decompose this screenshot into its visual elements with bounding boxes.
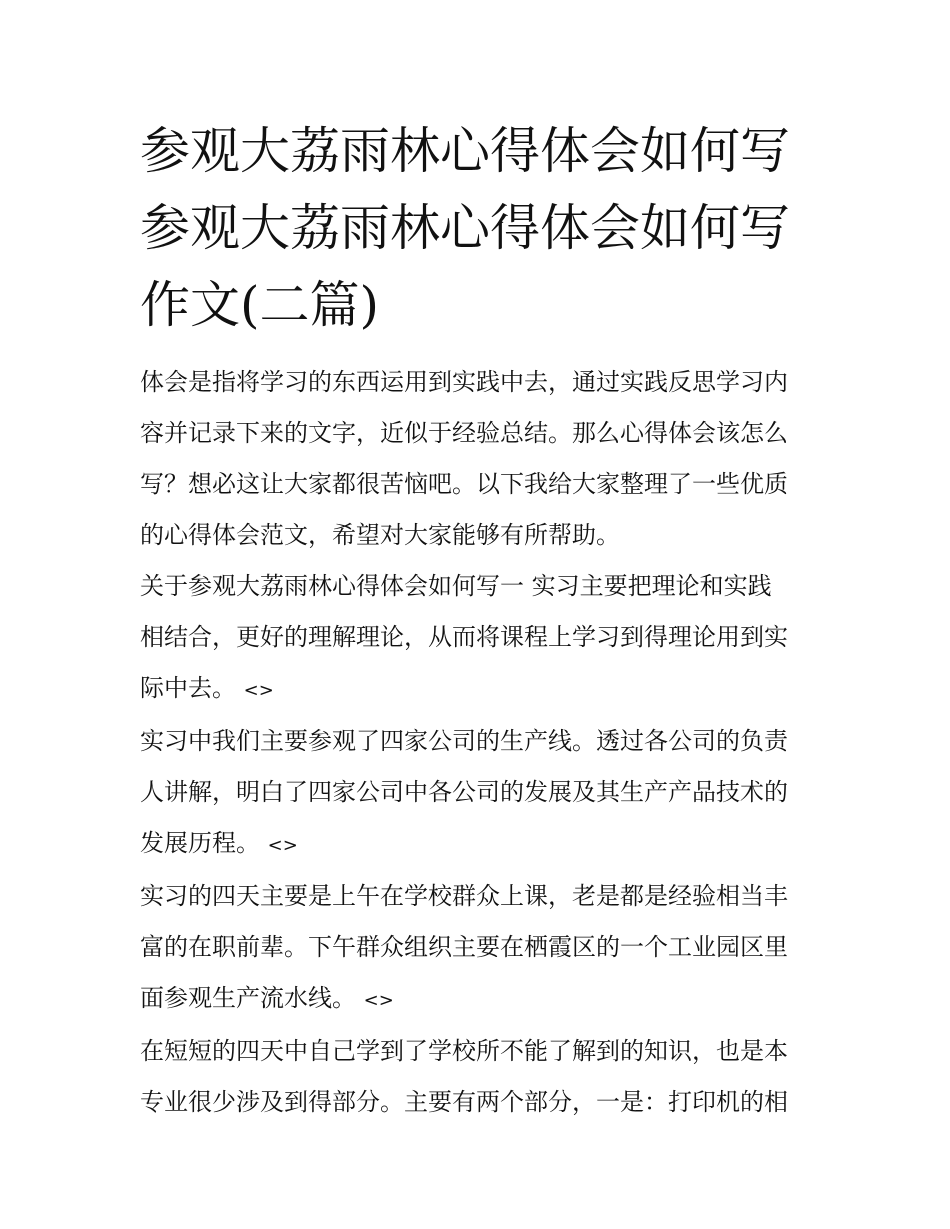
title-line: 参观大荔雨林心得体会如何写 xyxy=(140,199,790,257)
text-line xyxy=(140,973,820,1026)
text-line: 写？想必这让大家都很苦恼吧。以下我给大家整理了一些优质 xyxy=(140,470,788,498)
paragraph-2 xyxy=(140,716,820,871)
document-title xyxy=(140,113,820,344)
paragraph-1 xyxy=(140,561,820,716)
title-line: 作文(二篇) xyxy=(140,276,380,334)
text-line xyxy=(140,818,820,871)
text-line: 富的在职前辈。下午群众组织主要在栖霞区的一个工业园区里 xyxy=(140,933,788,961)
paragraph-intro xyxy=(140,357,820,561)
text-line: 体会是指将学习的东西运用到实践中去，通过实践反思学习内 xyxy=(140,368,788,396)
text-line: 人讲解，明白了四家公司中各公司的发展及其生产产品技术的 xyxy=(140,778,788,806)
paragraph-3 xyxy=(140,871,820,1026)
text-line: 关于参观大荔雨林心得体会如何写一 实习主要把理论和实践 xyxy=(140,572,772,600)
text-fragment: 际中去。 xyxy=(140,674,236,702)
text-line: 在短短的四天中自己学到了学校所不能了解到的知识，也是本 xyxy=(140,1037,788,1065)
text-line xyxy=(140,663,820,716)
end-mark: <> xyxy=(243,680,274,701)
text-line: 容并记录下来的文字，近似于经验总结。那么心得体会该怎么 xyxy=(140,419,788,447)
title-line: 参观大荔雨林心得体会如何写 xyxy=(140,122,790,180)
text-fragment: 面参观生产流水线。 xyxy=(140,984,356,1012)
text-line: 实习的四天主要是上午在学校群众上课，老是都是经验相当丰 xyxy=(140,882,788,910)
text-fragment: 发展历程。 xyxy=(140,829,260,857)
end-mark: <> xyxy=(363,990,394,1011)
text-line: 实习中我们主要参观了四家公司的生产线。透过各公司的负责 xyxy=(140,727,788,755)
document-body xyxy=(140,357,820,1128)
paragraph-4 xyxy=(140,1026,820,1128)
text-line: 相结合，更好的理解理论，从而将课程上学习到得理论用到实 xyxy=(140,623,788,651)
text-line: 的心得体会范文，希望对大家能够有所帮助。 xyxy=(140,521,620,549)
text-line: 专业很少涉及到得部分。主要有两个部分，一是：打印机的相 xyxy=(140,1088,788,1116)
end-mark: <> xyxy=(267,835,298,856)
